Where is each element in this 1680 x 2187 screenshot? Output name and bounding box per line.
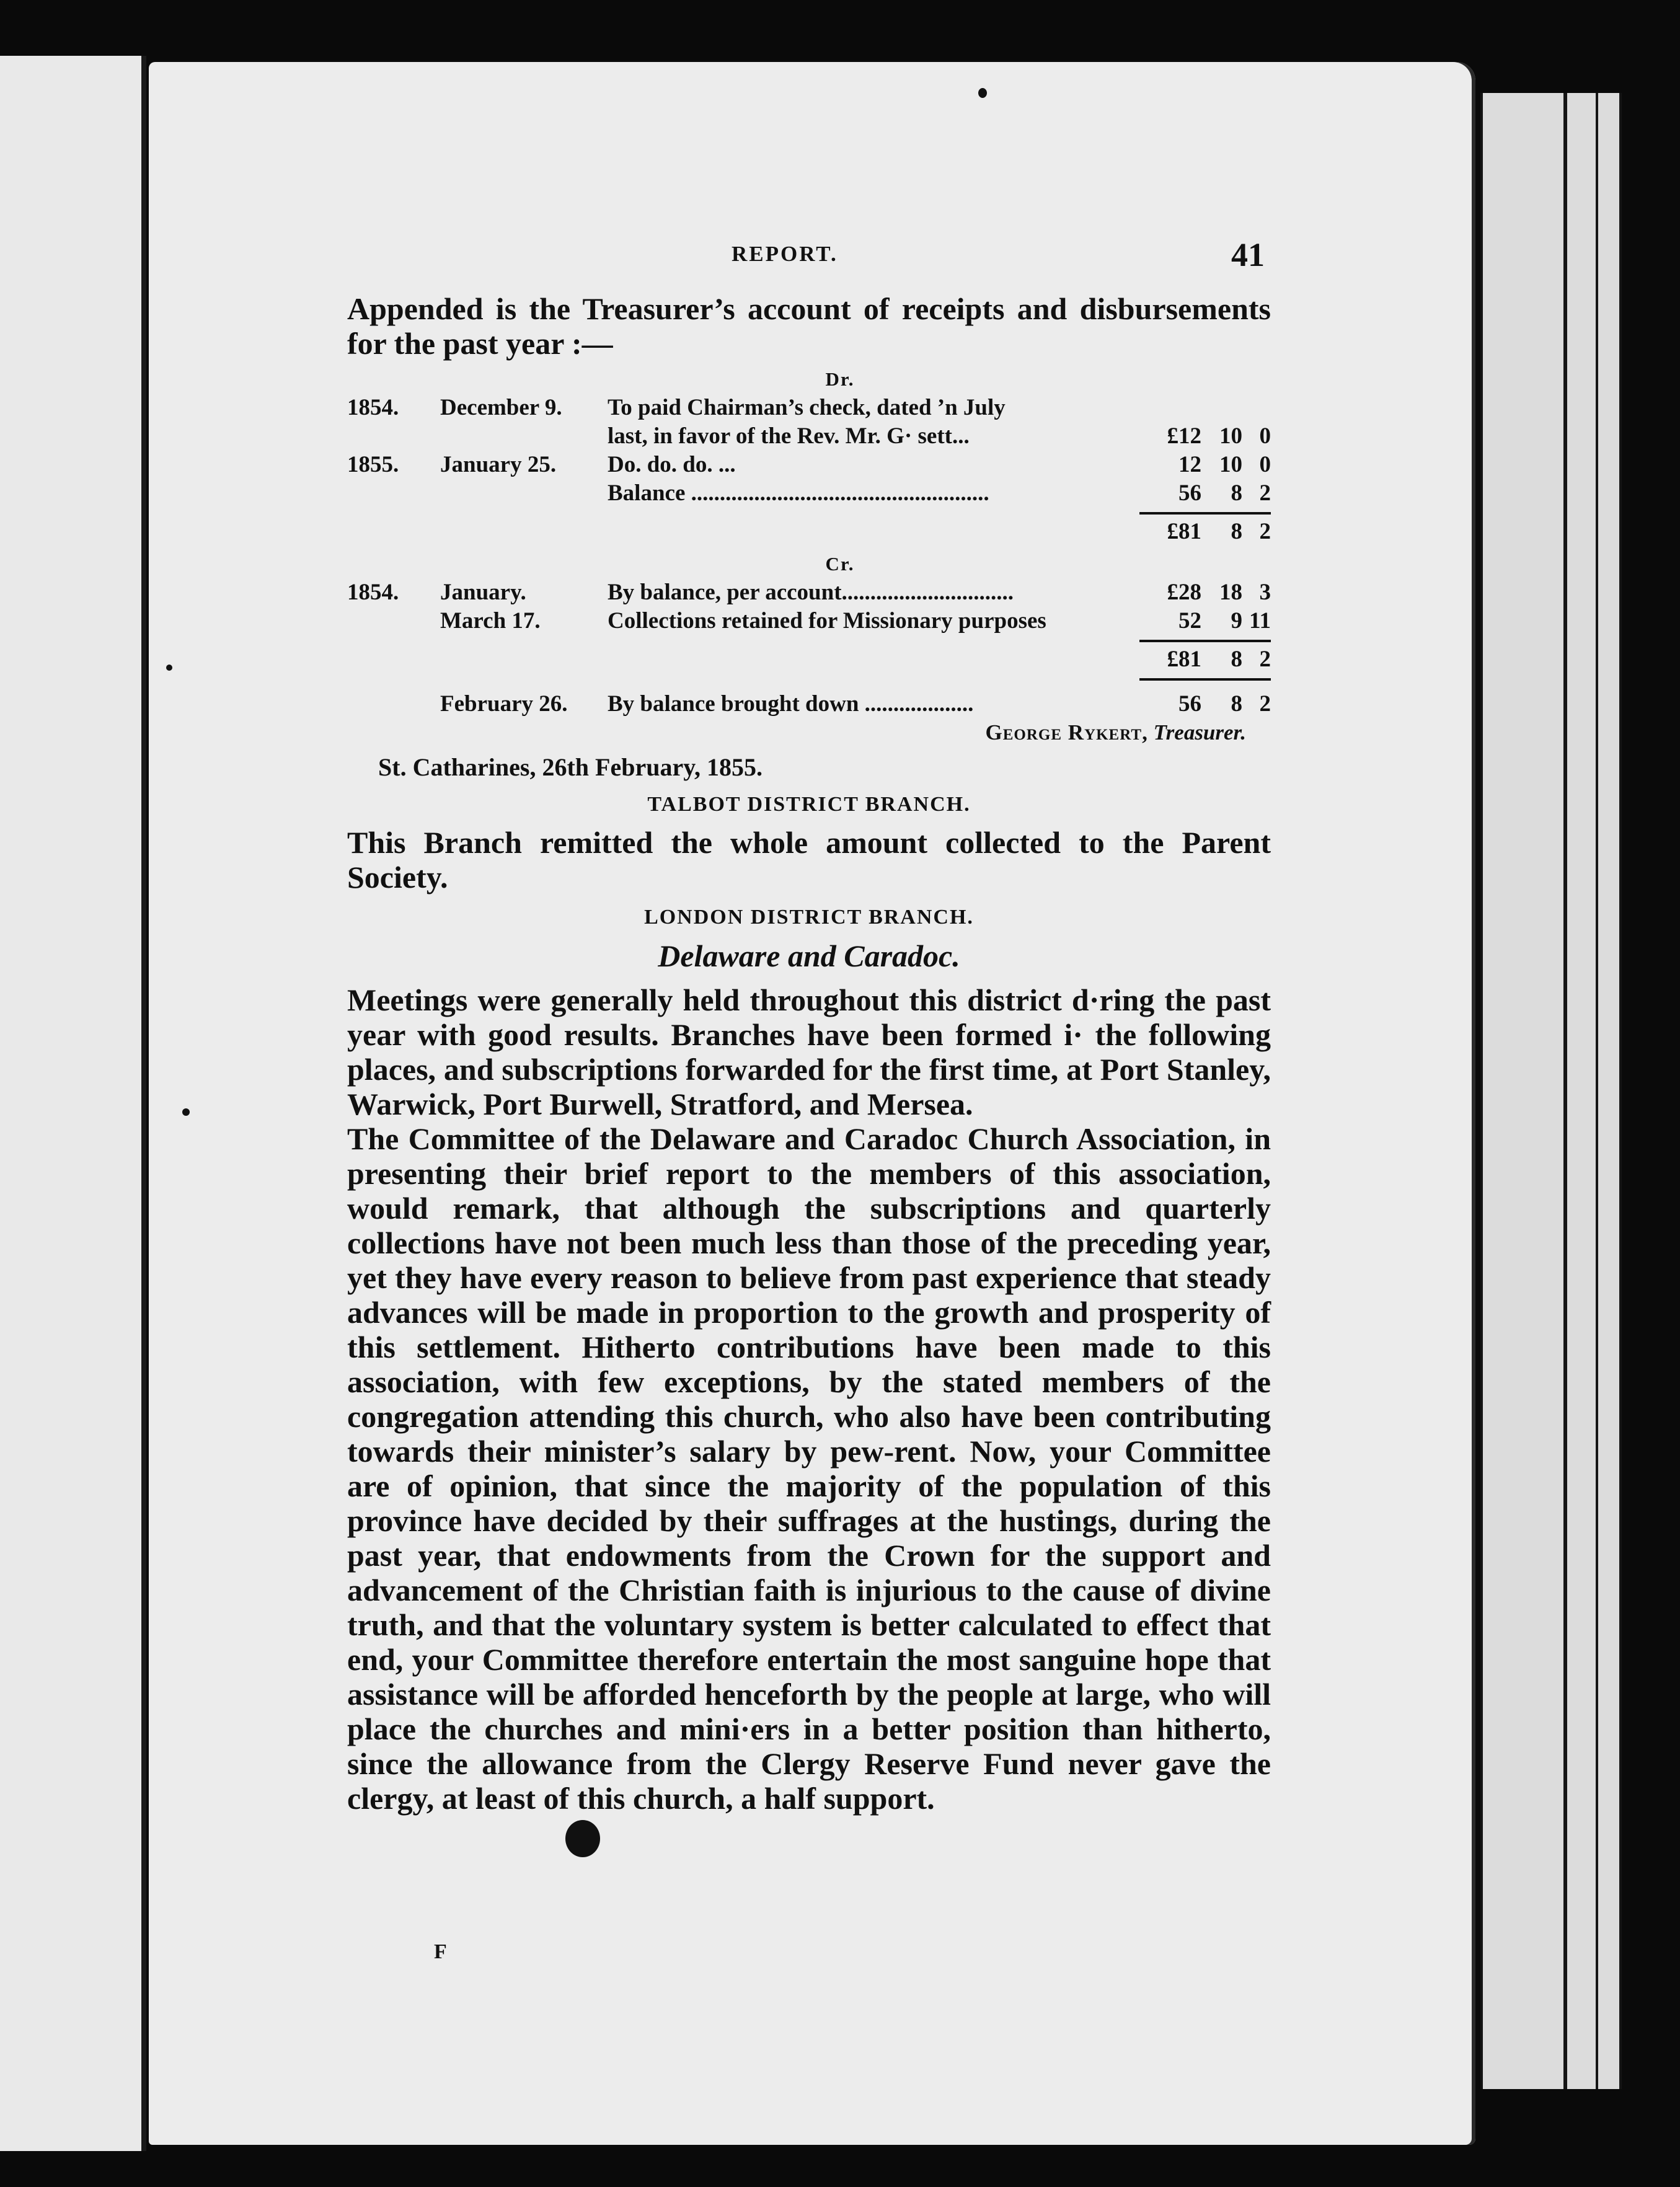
meetings-paragraph: Meetings were generally held throughout this district d·ring the past year with good results. Branches have been formed i· the following places, and subscriptions forwarded for the first time, at Port Stanley, Warwick, Port Burwell, Stratford, and Mersea. (347, 983, 1271, 1121)
signature-mark: F (434, 1940, 447, 1963)
entry-description: Collections retained for Missionary purposes (608, 608, 1046, 634)
account-row (347, 480, 1271, 508)
entry-date: January. (440, 580, 526, 605)
amount-pounds: £28 (1167, 580, 1201, 605)
amount-pounds: 12 (1178, 452, 1201, 477)
ink-blot (565, 1820, 600, 1857)
amount-pounds: 56 (1178, 480, 1201, 506)
ink-speck (978, 88, 987, 98)
credit-total-row (347, 646, 1271, 674)
amount-shillings: 10 (1219, 452, 1242, 477)
amount-shillings: 9 (1231, 608, 1242, 634)
entry-date: December 9. (440, 395, 562, 420)
running-title: REPORT. (732, 242, 838, 266)
entry-date: February 26. (440, 691, 568, 717)
amount-pounds: 56 (1178, 691, 1201, 717)
amount-pounds: £81 (1167, 647, 1201, 672)
talbot-paragraph: This Branch remitted the whole amount collected to the Parent Society. (347, 825, 1271, 895)
account-row (347, 394, 1271, 423)
amount-pence: 0 (1259, 423, 1271, 449)
intro-paragraph: Appended is the Treasurer’s account of receipts and disbursements for the past year :— (347, 291, 1271, 361)
rule (347, 508, 1271, 518)
debit-rows (347, 394, 1271, 508)
treasurer-name: George Rykert, (985, 720, 1148, 744)
amount-pence: 2 (1259, 691, 1271, 717)
page-edges (1596, 93, 1622, 2089)
amount-pence: 11 (1249, 608, 1271, 634)
running-head (347, 236, 1271, 291)
amount-pounds: £12 (1167, 423, 1201, 449)
credit-heading: Cr. (825, 553, 855, 575)
treasurer-role: Treasurer. (1153, 720, 1246, 744)
page-edges (1480, 93, 1566, 2089)
credit-rows (347, 579, 1271, 636)
amount-shillings: 10 (1219, 423, 1242, 449)
entry-description: To paid Chairman’s check, dated ’n July (608, 395, 1006, 420)
account-row (347, 423, 1271, 451)
amount-pounds: 52 (1178, 608, 1201, 634)
amount-pounds: £81 (1167, 519, 1201, 544)
amount-shillings: 8 (1231, 480, 1242, 506)
entry-description: last, in favor of the Rev. Mr. G· sett... (608, 423, 970, 449)
rule (347, 636, 1271, 646)
entry-description: By balance brought down ................... (608, 691, 974, 717)
facing-page-edge (0, 56, 146, 2151)
balance-brought-down-row (347, 691, 1271, 719)
amount-shillings: 8 (1231, 519, 1242, 544)
account-row (347, 579, 1271, 608)
entry-year: 1854. (347, 580, 399, 605)
delaware-caradoc-subheading: Delaware and Caradoc. (658, 939, 960, 973)
rule (347, 674, 1271, 684)
entry-description: Do. do. do. ... (608, 452, 736, 477)
debit-heading: Dr. (825, 368, 855, 390)
amount-pence: 2 (1259, 519, 1271, 544)
entry-date: March 17. (440, 608, 541, 634)
entry-date: January 25. (440, 452, 557, 477)
entry-year: 1855. (347, 452, 399, 477)
amount-shillings: 8 (1231, 691, 1242, 717)
treasurer-signature (347, 719, 1271, 746)
entry-description: Balance .................................................... (608, 480, 989, 506)
ink-speck (182, 1108, 190, 1116)
committee-paragraph: The Committee of the Delaware and Caradoc Church Association, in presenting their brief report to the members of this association, would remark, that although the subscriptions and quarterly collections have not been much less than those of the preceding year, yet they have every reason to believe from past experience that steady advances will be made in proportion to the growth and prosperity of this settlement. Hitherto contributions have been made to this association, with few exceptions, by the stated members of the congregation attending this church, who also have been contributing towards their minister’s salary by pew-rent. Now, your Committee are of opinion, that since the majority of the population of this province have decided by their suffrages at the hustings, during the past year, that endowments from the Crown for the support and advancement of the Christian faith is injurious to the cause of divine truth, and that the voluntary system is better calculated to effect that end, your Committee therefore entertain the most sanguine hope that assistance will be afforded henceforth by the people at large, who will place the churches and mini·ers in a better position than hitherto, since the allowance from the Clergy Reserve Fund never gave the clergy, at least of this church, a half support. (347, 1121, 1271, 1816)
entry-year: 1854. (347, 395, 399, 420)
page-content (347, 236, 1271, 1816)
amount-pence: 3 (1259, 580, 1271, 605)
treasurer-account (347, 366, 1271, 746)
account-row (347, 608, 1271, 636)
entry-description: By balance, per account.............................. (608, 580, 1014, 605)
amount-pence: 0 (1259, 452, 1271, 477)
ink-speck (166, 665, 172, 671)
amount-pence: 2 (1259, 647, 1271, 672)
page-edges (1565, 93, 1598, 2089)
page-number: 41 (1231, 236, 1265, 273)
account-row (347, 451, 1271, 480)
place-and-date: St. Catharines, 26th February, 1855. (378, 753, 763, 781)
london-heading: LONDON DISTRICT BRANCH. (644, 906, 974, 929)
amount-pence: 2 (1259, 480, 1271, 506)
talbot-heading: TALBOT DISTRICT BRANCH. (647, 793, 971, 816)
debit-total-row (347, 518, 1271, 547)
amount-shillings: 8 (1231, 647, 1242, 672)
amount-shillings: 18 (1219, 580, 1242, 605)
